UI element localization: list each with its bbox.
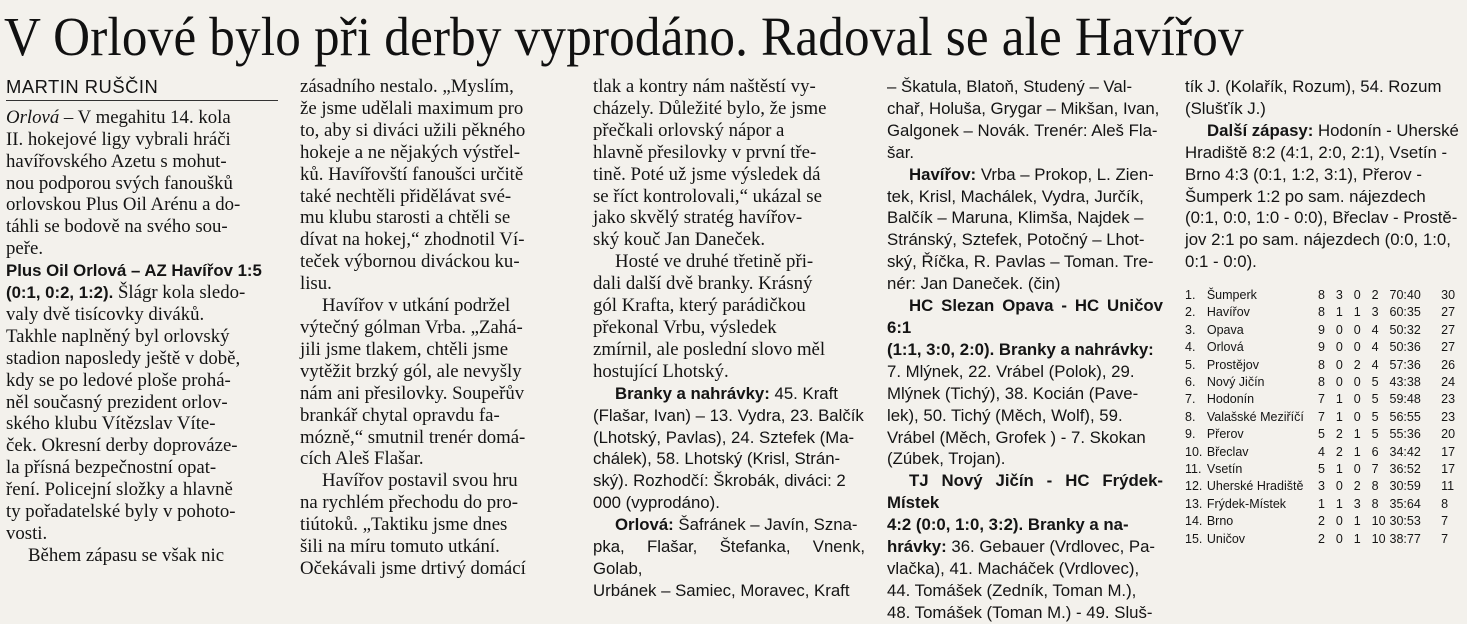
standings-points: 27 xyxy=(1441,340,1456,355)
standings-row xyxy=(1185,478,1461,495)
standings-extra-loss: 0 xyxy=(1353,322,1361,337)
standings-score: 50:36 xyxy=(1389,340,1421,355)
standings-row xyxy=(1185,409,1461,426)
orlova-lineup-continued: – Škatula, Blatoň, Studený – Val- chař, Holuša, Grygar – Mikšan, Ivan, Galgonek – Novák. Trenér: Aleš Fla- šar. xyxy=(887,77,1160,162)
paragraph-col2-2: Havířov v utkání podržel výtečný gólman Vrba. „Zahá- jili jsme tlakem, chtěli jsme vytěžit brzký gól, ale nevyšly nám ani přesilovky. Soupeřův brankář chytal opravdu fa- mózně,“ smutnil trenér domá- cích Aleš Flašar. xyxy=(300,295,526,470)
standings-rank: 7. xyxy=(1185,392,1196,407)
standings-score: 70:40 xyxy=(1389,288,1421,302)
standings-losses: 6 xyxy=(1371,444,1379,459)
standings-team: Nový Jičín xyxy=(1206,375,1265,390)
paragraph-during-match: Během zápasu se však nic xyxy=(28,544,225,566)
standings-rank: 5. xyxy=(1185,357,1196,372)
standings-losses: 8 xyxy=(1371,479,1379,494)
standings-extra-loss: 1 xyxy=(1353,514,1361,529)
column-1 xyxy=(6,76,278,567)
goals-label: Branky a nahrávky: xyxy=(615,383,770,403)
standings-rank: 12. xyxy=(1185,479,1203,494)
standings-extra-win: 1 xyxy=(1335,462,1343,477)
standings-losses: 10 xyxy=(1371,514,1386,529)
standings-played: 8 xyxy=(1318,375,1325,390)
standings-losses: 10 xyxy=(1371,531,1386,546)
standings-points: 17 xyxy=(1441,444,1456,459)
standings-points: 23 xyxy=(1441,392,1456,407)
standings-losses: 8 xyxy=(1371,496,1379,511)
standings-extra-win: 1 xyxy=(1335,392,1343,407)
standings-rank: 13. xyxy=(1185,496,1203,511)
column-4 xyxy=(887,76,1163,624)
standings-row xyxy=(1185,513,1461,530)
standings-extra-loss: 0 xyxy=(1353,409,1361,424)
standings-team: Orlová xyxy=(1206,340,1244,355)
match-novy-jicin-text: 36. Gebauer (Vrdlovec, Pa- vlačka), 41. Macháček (Vrdlovec), 44. Tomášek (Zedník, Toman M.), 48. Tomášek (Toman M.) - 49. Sluš- xyxy=(887,537,1156,622)
standings-losses: 4 xyxy=(1371,322,1379,337)
paragraph-col2-3: Havířov postavil svou hru na rychlém přechodu do pro- tiútoků. „Taktiku jsme dnes šili na míru tomuto utkání. Očekávali jsme drtivý domácí xyxy=(300,470,526,579)
standings-score: 43:38 xyxy=(1389,375,1421,390)
standings-extra-loss: 0 xyxy=(1353,340,1361,355)
standings-extra-win: 0 xyxy=(1335,531,1343,546)
match-opava-heading: HC Slezan Opava - HC Uničov 6:1 (1:1, 3:0, 2:0). Branky a nahrávky: xyxy=(887,296,1163,359)
standings-played: 7 xyxy=(1318,409,1325,424)
scorers-continued: tík J. (Kolařík, Rozum), 54. Rozum (Slušťík J.) xyxy=(1185,77,1442,118)
standings-extra-loss: 0 xyxy=(1353,288,1361,302)
standings-row xyxy=(1185,391,1461,408)
standings-team: Břeclav xyxy=(1206,444,1249,459)
standings-score: 56:55 xyxy=(1389,409,1421,424)
standings-team: Uherské Hradiště xyxy=(1206,479,1304,494)
paragraph-col3-1: tlak a kontry nám naštěstí vy- cházely. Důležité bylo, že jsme přečkali orlovský nápor a hlavně přesilovky v první tře- tině. Poté už jsme výsledek dá se říct kontrolovali,“ ukázal se jako skvělý stratég havířov- ský kouč Jan Daneček. xyxy=(593,76,827,251)
standings-extra-loss: 2 xyxy=(1353,357,1361,372)
standings-row xyxy=(1185,374,1461,391)
standings-rank: 4. xyxy=(1185,340,1196,355)
standings-played: 1 xyxy=(1318,496,1325,511)
standings-score: 34:42 xyxy=(1389,444,1421,459)
standings-points: 11 xyxy=(1441,479,1455,494)
standings-row xyxy=(1185,444,1461,461)
standings-extra-win: 0 xyxy=(1335,514,1343,529)
standings-rank: 11. xyxy=(1185,462,1202,477)
standings-row xyxy=(1185,357,1461,374)
standings-rank: 8. xyxy=(1185,409,1196,424)
standings-extra-win: 0 xyxy=(1335,322,1343,337)
standings-score: 59:48 xyxy=(1389,392,1421,407)
match-novy-jicin-heading: TJ Nový Jičín - HC Frýdek-Místek 4:2 (0:0, 1:0, 3:2). Branky a na- hrávky: xyxy=(887,471,1163,557)
standings-played: 3 xyxy=(1318,479,1325,494)
lead-paragraph xyxy=(6,107,278,260)
standings-row xyxy=(1185,322,1461,339)
standings-score: 35:64 xyxy=(1389,496,1421,511)
standings-extra-win: 1 xyxy=(1335,496,1343,511)
headline: V Orlové bylo při derby vyprodáno. Radoval se ale Havířov xyxy=(4,6,1244,67)
column-5 xyxy=(1185,76,1461,273)
standings-row xyxy=(1185,426,1461,443)
orlova-label: Orlová: xyxy=(615,515,674,535)
standings-score: 30:53 xyxy=(1389,514,1421,529)
column-2 xyxy=(300,76,572,580)
match-opava-unicov xyxy=(887,295,1163,470)
standings-points: 23 xyxy=(1441,409,1456,424)
standings-extra-win: 0 xyxy=(1335,375,1343,390)
standings-rank: 2. xyxy=(1185,305,1196,320)
standings-played: 5 xyxy=(1318,462,1325,477)
standings-extra-win: 1 xyxy=(1335,409,1343,424)
other-matches xyxy=(1185,120,1461,273)
standings-team: Havířov xyxy=(1206,305,1250,320)
paragraph-col2-1: zásadního nestalo. „Myslím, že jsme udělali maximum pro to, aby si diváci užili pěkného hokeje a ne nějakých výstřel- ků. Havířovští fanoušci určitě také nechtěli přidělávat své- mu klubu starosti a chtěli se dívat na hokej,“ zhodnotil Ví- teček výbornou diváckou ku- lisu. xyxy=(300,76,526,295)
havirov-label: Havířov: xyxy=(909,164,977,184)
standings-rank: 15. xyxy=(1185,531,1203,546)
standings-rank: 10. xyxy=(1185,444,1203,459)
standings-row xyxy=(1185,339,1461,356)
standings-points: 27 xyxy=(1441,305,1456,320)
standings-rank: 1. xyxy=(1185,288,1196,302)
standings-extra-win: 0 xyxy=(1335,357,1343,372)
standings-team: Uničov xyxy=(1206,531,1246,546)
standings-points: 20 xyxy=(1441,427,1456,442)
goals-text: 45. Kraft (Flašar, Ivan) – 13. Vydra, 23. Balčík (Lhotský, Pavlas), 24. Sztefek (Ma- chálek), 58. Lhotský (Krisl, Strán- ský). Rozhodčí: Škrobák, diváci: 2 000 (vyprodáno). xyxy=(593,383,864,513)
orlova-lineup xyxy=(593,514,865,602)
standings-played: 4 xyxy=(1318,444,1325,459)
standings-extra-loss: 1 xyxy=(1353,427,1361,442)
standings-losses: 4 xyxy=(1371,340,1379,355)
standings-played: 7 xyxy=(1318,392,1325,407)
standings-extra-win: 2 xyxy=(1335,444,1343,459)
standings-played: 8 xyxy=(1318,288,1325,302)
standings-score: 55:36 xyxy=(1389,427,1421,442)
standings-team: Šumperk xyxy=(1206,288,1257,302)
standings-extra-win: 1 xyxy=(1335,305,1343,320)
standings-extra-win: 2 xyxy=(1335,427,1343,442)
havirov-lineup xyxy=(887,164,1163,295)
standings-extra-win: 0 xyxy=(1335,479,1343,494)
standings-rank: 9. xyxy=(1185,427,1196,442)
other-matches-label: Další zápasy: xyxy=(1207,120,1314,140)
standings-extra-win: 3 xyxy=(1335,288,1343,302)
standings-rank: 14. xyxy=(1185,514,1203,529)
standings-row xyxy=(1185,461,1461,478)
standings-extra-loss: 2 xyxy=(1353,479,1361,494)
standings-points: 7 xyxy=(1441,514,1449,529)
standings-losses: 4 xyxy=(1371,357,1379,372)
standings-losses: 2 xyxy=(1371,288,1379,302)
standings-played: 5 xyxy=(1318,427,1325,442)
lead-text: – V megahitu 14. kola II. hokejové ligy vybrali hráči havířovského Azetu s mohut- nou podporou svých fanoušků orlovskou Plus Oil Arénu a do- táhli se bodově na svého sou- peře. xyxy=(6,106,241,260)
standings-score: 38:77 xyxy=(1389,531,1421,546)
standings-rank: 6. xyxy=(1185,375,1196,390)
standings-extra-loss: 0 xyxy=(1353,375,1361,390)
standings-score: 30:59 xyxy=(1389,479,1421,494)
standings-row xyxy=(1185,496,1461,513)
match-report xyxy=(6,260,278,545)
standings-team: Vsetín xyxy=(1206,462,1243,477)
standings-points: 26 xyxy=(1441,357,1456,372)
match-novy-jicin-frydek xyxy=(887,470,1163,623)
standings-extra-loss: 1 xyxy=(1353,305,1361,320)
standings-points: 8 xyxy=(1441,496,1449,511)
standings-points: 30 xyxy=(1441,288,1456,302)
standings-row xyxy=(1185,531,1461,548)
standings-losses: 7 xyxy=(1371,462,1379,477)
standings-team: Opava xyxy=(1206,322,1244,337)
standings-team: Prostějov xyxy=(1206,357,1259,372)
match-report-text: Šlágr kola sledo- valy dvě tisícovky diváků. Takhle naplněný byl orlovský stadion naposledy ještě v době, kdy se po ledové ploše prohá- něl současný prezident orlov- ského klubu Vítězslav Víte- ček. Okresní derby doprovázе- la přísná bezpečnostní opat- ření. Policejní složky a hlavně ty pořadatelské byly v pohoto- vosti. xyxy=(6,282,246,545)
standings-points: 27 xyxy=(1441,322,1456,337)
standings-team: Valašské Meziříčí xyxy=(1206,409,1304,424)
standings-row xyxy=(1185,287,1461,304)
standings-losses: 5 xyxy=(1371,375,1379,390)
paragraph-col3-2: Hosté ve druhé třetině při- dali další dvě branky. Krásný gól Krafta, který parádičkou překonal Vrbu, výsledek zmírnil, ale poslední slovo měl hostující Lhotský. xyxy=(593,251,826,382)
standings-table xyxy=(1185,287,1461,548)
standings-points: 24 xyxy=(1441,375,1456,390)
standings-losses: 5 xyxy=(1371,392,1379,407)
standings-points: 7 xyxy=(1441,531,1449,546)
standings-losses: 5 xyxy=(1371,427,1379,442)
standings-losses: 5 xyxy=(1371,409,1379,424)
havirov-lineup-text: Vrba – Prokop, L. Zien- tek, Krisl, Machálek, Vydra, Jurčík, Balčík – Maruna, Klimša, Najdek – Stránský, Sztefek, Potočný – Lhot- ský, Říčka, R. Pavlas – Toman. Tre- nér: Jan Daneček. (čin) xyxy=(887,164,1154,294)
standings-row xyxy=(1185,304,1461,321)
standings-team: Frýdek-Místek xyxy=(1206,496,1287,511)
standings-rank: 3. xyxy=(1185,322,1196,337)
match-opava-text: 7. Mlýnek, 22. Vrábel (Polok), 29. Mlýnek (Tichý), 38. Kocián (Pave- lek), 50. Tichý (Měch, Wolf), 59. Vrábel (Měch, Grofek ) - 7. Skokan (Zúbek, Trojan). xyxy=(887,361,1146,469)
standings-score: 50:32 xyxy=(1389,322,1421,337)
standings-team: Hodonín xyxy=(1206,392,1255,407)
standings-points: 17 xyxy=(1441,462,1456,477)
match-heading: Plus Oil Orlová – AZ Havířov 1:5 (0:1, 0:2, 1:2). xyxy=(6,261,262,303)
dateline: Orlová xyxy=(6,106,60,128)
standings-score: 36:52 xyxy=(1389,462,1421,477)
orlova-lineup-text: Šafránek – Javín, Sznа- pka, Flašar, Štefanka, Vnenk, Golab, Urbánek – Samiec, Moravec, Kraft xyxy=(593,515,865,600)
standings-extra-win: 0 xyxy=(1335,340,1343,355)
standings-played: 9 xyxy=(1318,322,1325,337)
standings-played: 8 xyxy=(1318,357,1325,372)
standings-played: 2 xyxy=(1318,514,1325,529)
standings-losses: 3 xyxy=(1371,305,1379,320)
standings-played: 8 xyxy=(1318,305,1325,320)
column-3 xyxy=(593,76,865,602)
standings-played: 9 xyxy=(1318,340,1325,355)
standings-team: Přerov xyxy=(1206,427,1244,442)
other-matches-text: Hodonín - Uherské Hradiště 8:2 (4:1, 2:0, 2:1), Vsetín - Brno 4:3 (0:1, 1:2, 3:1), Přerov - Šumperk 1:2 po sam. nájezdech (0:1, 0:0, 1:0 - 0:0), Břeclav - Prostě- jov 2:1 po sam. nájezdech (0:0, 1:0, 0:1 - 0:0). xyxy=(1185,120,1459,272)
standings-extra-loss: 0 xyxy=(1353,392,1361,407)
byline: MARTIN RUŠČIN xyxy=(6,76,278,101)
standings-extra-loss: 3 xyxy=(1353,496,1361,511)
standings-extra-loss: 1 xyxy=(1353,531,1361,546)
standings-extra-loss: 1 xyxy=(1353,444,1361,459)
standings-score: 60:35 xyxy=(1389,305,1421,320)
standings-team: Brno xyxy=(1206,514,1234,529)
goals-summary xyxy=(593,383,865,514)
standings-played: 2 xyxy=(1318,531,1325,546)
standings-score: 57:36 xyxy=(1389,357,1421,372)
standings-extra-loss: 0 xyxy=(1353,462,1361,477)
